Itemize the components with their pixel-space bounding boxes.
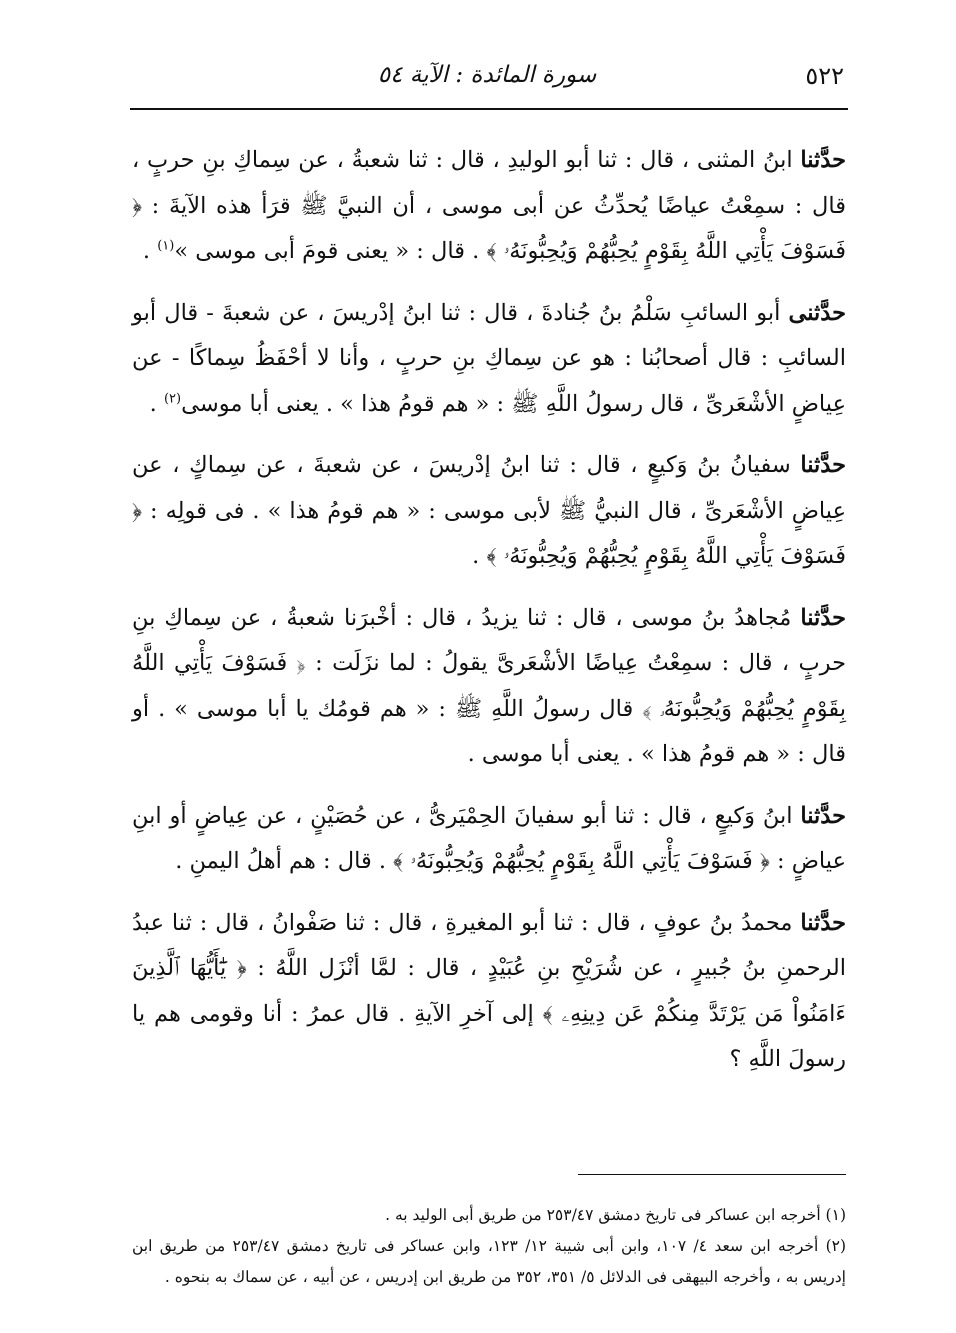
main-text <box>132 138 846 1099</box>
paragraph-text: أبو السائبِ سَلْمُ بنُ جُنادةَ ، قال : ثنا ابنُ إدْريسَ ، عن شعبةَ - قال أبو السائبِ : قال أصحابُنا : هو عن سِماكِ بنِ حربٍ ، وأنا لا أحْفَظُ سِماكًا - عن عِياضٍ الأشْعَرىِّ ، قال رسولُ اللَّهِ ﷺ : « هم قومُ هذا » . يعنى أبا موسى <box>132 299 846 417</box>
footnote-2: (٢) أخرجه ابن سعد ٤/ ١٠٧، وابن أبى شيبة ١٢/ ١٢٣، وابن عساكر فى تاريخ دمشق ٢٥٣/٤٧ من طريق ابن إدريس به ، وأخرجه البيهقى فى الدلائل ٥/ ٣٥١، ٣٥٢ من طريق ابن إدريس ، عن أبيه ، عن سماك به بنحوه . <box>132 1237 847 1286</box>
paragraph-lead: حدَّثنى <box>788 299 846 326</box>
paragraph-lead: حدَّثنا <box>800 452 846 478</box>
page-header <box>130 58 844 98</box>
running-title: سورة المائدة : الآية ٥٤ <box>377 62 597 88</box>
paragraph-lead: حدَّثنا <box>800 604 846 631</box>
hadith-paragraph-6 <box>132 901 846 1083</box>
paragraph-end: . <box>149 390 164 417</box>
hadith-paragraph-3 <box>132 443 846 580</box>
paragraph-text: ابنُ وَكيعٍ ، قال : ثنا أبو سفيانَ الحِمْيَرىُّ ، عن حُصَيْنٍ ، عن عِياضٍ أو ابنِ عياضٍ : ﴿ فَسَوْفَ يَأْتِي اللَّهُ بِقَوْمٍ يُحِبُّهُمْ وَيُحِبُّونَهُۥ ﴾ . قال : هم أهلُ اليمنِ . <box>132 802 846 874</box>
hadith-paragraph-2 <box>132 291 846 428</box>
paragraph-end: . <box>142 238 158 264</box>
page-number: ٥٢٢ <box>805 62 844 90</box>
paragraph-text: ابنُ المثنى ، قال : ثنا أبو الوليدِ ، قال : ثنا شعبةُ ، عن سِماكِ بنِ حربٍ ، قال : سمِعْتُ عياضًا يُحدِّثُ عن أبى موسى ، أن النبيَّ ﷺ قرَأ هذه الآيةَ : ﴿ فَسَوْفَ يَأْتِي اللَّهُ بِقَوْمٍ يُحِبُّهُمْ وَيُحِبُّونَهُۥ ﴾ . قال : « يعنى قومَ أبى موسى » <box>132 147 846 264</box>
footnote-marker-2: (٢) <box>163 391 182 406</box>
paragraph-text: سفيانُ بنُ وَكيعٍ ، قال : ثنا ابنُ إدْريسَ ، عن شعبةَ ، عن سِماكٍ ، عن عِياضٍ الأشْعَرىِّ ، قال النبيُّ ﷺ لأبى موسى : « هم قومُ هذا » . فى قولِه : ﴿ فَسَوْفَ يَأْتِي اللَّهُ بِقَوْمٍ يُحِبُّهُمْ وَيُحِبُّونَهُۥ ﴾ . <box>132 452 846 569</box>
paragraph-lead: حدَّثنا <box>800 909 846 936</box>
header-rule <box>130 108 848 110</box>
footnote-1: (١) أخرجه ابن عساكر فى تاريخ دمشق ٢٥٣/٤٧ من طريق أبى الوليد به . <box>385 1206 846 1224</box>
footnote-rule <box>578 1174 846 1175</box>
footnotes <box>132 1200 846 1293</box>
hadith-paragraph-4 <box>132 596 846 778</box>
footnote-marker-1: (١) <box>157 238 175 254</box>
paragraph-lead: حدَّثنا <box>800 147 846 173</box>
hadith-paragraph-5 <box>132 794 846 885</box>
hadith-paragraph-1 <box>132 138 846 275</box>
paragraph-text: محمدُ بنُ عوفٍ ، قال : ثنا أبو المغيرةِ ، قال : ثنا صَفْوانُ ، قال : ثنا عبدُ الرحمنِ بنُ جُبيرٍ ، عن شُرَيْحِ بنِ عُبَيْدٍ ، قال : لمَّا أنْزَل اللَّهُ : ﴿ يَٰٓأَيُّهَا ٱلَّذِينَ ءَامَنُواْ مَن يَرْتَدَّ مِنكُمْ عَن دِينِهِۦ ﴾ إلى آخرِ الآيةِ . قال عمرُ : أنا وقومى هم يا رسولَ اللَّهِ ؟ <box>132 909 846 1072</box>
paragraph-text: مُجاهدُ بنُ موسى ، قال : ثنا يزيدُ ، قال : أخْبرَنا شعبةُ ، عن سِماكِ بنِ حربٍ ، قال : سمِعْتُ عِياضًا الأشْعَرىَّ يقولُ : لما نزَلَت : ﴿ فَسَوْفَ يَأْتِي اللَّهُ بِقَوْمٍ يُحِبُّهُمْ وَيُحِبُّونَهُۥ ﴾ قال رسولُ اللَّهِ ﷺ : « هم قومُك يا أبا موسى » . أو قال : « هم قومُ هذا » . يعنى أبا موسى . <box>132 604 846 767</box>
paragraph-lead: حدَّثنا <box>800 802 846 829</box>
